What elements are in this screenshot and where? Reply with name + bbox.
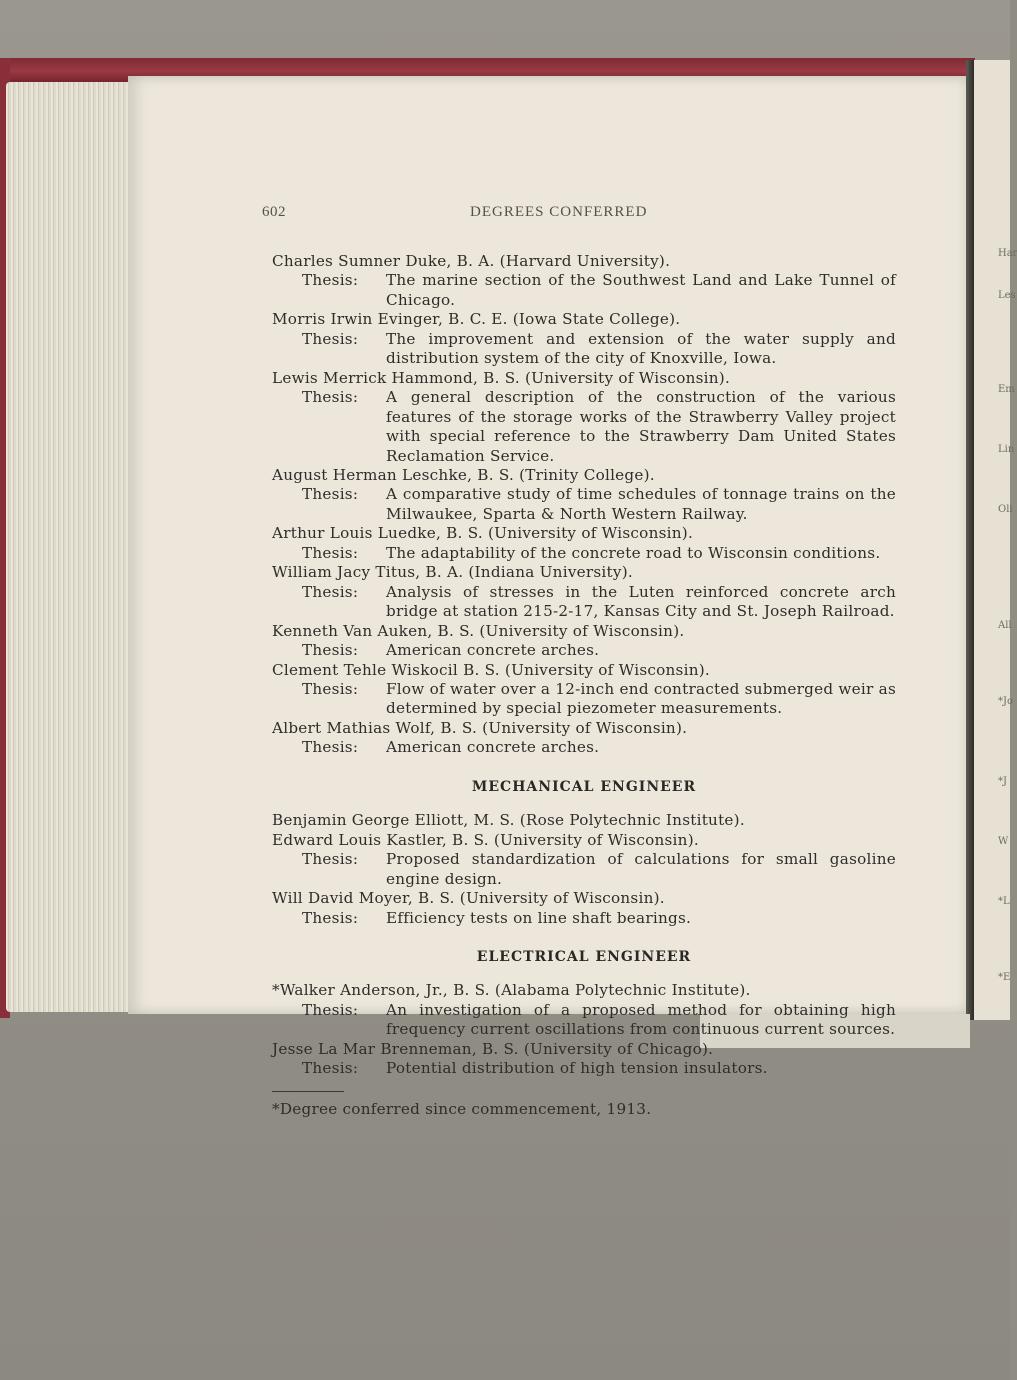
thesis-label: Thesis: (302, 679, 359, 698)
graduate-name: Clement Tehle Wiskocil B. S. (University of Wisconsin). (272, 660, 710, 679)
stacked-page-edges (6, 82, 134, 1012)
graduate-name: *Walker Anderson, Jr., B. S. (Alabama Polytechnic Institute). (272, 981, 751, 1000)
facing-page-fragment (974, 60, 1017, 1020)
facing-page-text: *L (998, 896, 1010, 907)
running-head (262, 204, 902, 226)
facing-page-text: Lin (998, 444, 1015, 455)
thesis-line (302, 388, 896, 466)
degree-entry (272, 811, 896, 830)
graduate-name: Edward Louis Kastler, B. S. (University of Wisconsin). (272, 830, 699, 849)
thesis-title: Efficiency tests on line shaft bearings. (386, 908, 692, 927)
thesis-title: The adaptability of the concrete road to Wisconsin conditions. (386, 543, 881, 562)
graduate-name: Charles Sumner Duke, B. A. (Harvard University). (272, 252, 671, 270)
book-gutter (966, 60, 974, 1020)
facing-page-text: *Jo (998, 696, 1014, 707)
facing-page-text: Les (998, 290, 1016, 301)
thesis-line (302, 1001, 896, 1040)
thesis-line (302, 583, 896, 622)
graduate-name: Benjamin George Elliott, M. S. (Rose Polytechnic Institute). (272, 811, 745, 830)
degree-entry (272, 563, 896, 621)
graduate-name: Jesse La Mar Brenneman, B. S. (University of Chicago). (272, 1039, 714, 1058)
thesis-label: Thesis: (302, 1000, 359, 1019)
degree-entry (272, 889, 896, 928)
degree-entry (272, 252, 896, 310)
page-number: 602 (262, 204, 286, 220)
graduate-name: Kenneth Van Auken, B. S. (University of Wisconsin). (272, 621, 685, 640)
thesis-label: Thesis: (302, 271, 359, 290)
facing-page-text: *J (998, 776, 1008, 787)
facing-page-text: Har (998, 248, 1017, 259)
thesis-title: Analysis of stresses in the Luten reinforced concrete arch bridge at station 215-2-17, Kansas City and St. Joseph Railroad. (386, 582, 896, 621)
page-content (272, 252, 896, 1119)
thesis-label: Thesis: (302, 329, 359, 348)
thesis-title: Proposed standardization of calculations for small gasoline engine design. (386, 850, 896, 888)
facing-page-text: Em (998, 384, 1015, 395)
thesis-line (302, 1059, 896, 1078)
degree-entry (272, 310, 896, 368)
thesis-line (302, 544, 896, 563)
thesis-line (302, 641, 896, 660)
thesis-title: Flow of water over a 12-inch end contracted submerged weir as determined by special piezometer measurements. (386, 679, 896, 718)
facing-page-text: Oli (998, 504, 1013, 515)
thesis-label: Thesis: (302, 485, 359, 504)
graduate-name: Lewis Merrick Hammond, B. S. (University of Wisconsin). (272, 368, 731, 387)
thesis-line (302, 850, 896, 889)
graduate-name: William Jacy Titus, B. A. (Indiana University). (272, 563, 633, 582)
thesis-line (302, 680, 896, 719)
degree-entry (272, 661, 896, 719)
mechanical-engineer-list (272, 811, 896, 928)
thesis-label: Thesis: (302, 908, 359, 927)
facing-page-text: *E (998, 972, 1011, 983)
thesis-label: Thesis: (302, 582, 359, 601)
graduate-name: August Herman Leschke, B. S. (Trinity College). (272, 465, 655, 484)
degree-entry (272, 981, 896, 1039)
thesis-title: American concrete arches. (386, 738, 600, 757)
graduate-name: Morris Irwin Evinger, B. C. E. (Iowa State College). (272, 310, 681, 329)
thesis-label: Thesis: (302, 641, 359, 660)
footnote: *Degree conferred since commencement, 1913. (272, 1099, 652, 1118)
thesis-title: A general description of the construction of the various features of the storage works of the Strawberry Valley project with special reference to the Strawberry Dam United States Reclamation Service. (386, 388, 896, 465)
civil-engineer-list (272, 252, 896, 758)
thesis-label: Thesis: (302, 738, 359, 757)
graduate-name: Arthur Louis Luedke, B. S. (University of Wisconsin). (272, 524, 694, 543)
footnote-rule (272, 1091, 344, 1092)
facing-page-text: W (998, 836, 1009, 847)
degree-entry (272, 622, 896, 661)
facing-page-text: All (998, 620, 1012, 631)
thesis-label: Thesis: (302, 543, 359, 562)
thesis-title: The improvement and extension of the water supply and distribution system of the city of Knoxville, Iowa. (386, 329, 896, 368)
thesis-line (302, 485, 896, 524)
degree-entry (272, 719, 896, 758)
thesis-label: Thesis: (302, 388, 359, 407)
graduate-name: Will David Moyer, B. S. (University of Wisconsin). (272, 889, 665, 908)
degree-entry (272, 524, 896, 563)
thesis-line (302, 330, 896, 369)
thesis-line (302, 909, 896, 928)
thesis-title: Potential distribution of high tension insulators. (386, 1059, 768, 1078)
thesis-title: American concrete arches. (386, 641, 600, 660)
running-title: DEGREES CONFERRED (470, 204, 648, 220)
thesis-label: Thesis: (302, 1059, 359, 1078)
section-heading-mechanical: MECHANICAL ENGINEER (471, 778, 697, 795)
electrical-engineer-list (272, 981, 896, 1078)
thesis-title: An investigation of a proposed method for obtaining high frequency current oscillations from continuous current sources. (386, 1000, 896, 1039)
degree-entry (272, 831, 896, 889)
thesis-label: Thesis: (302, 850, 359, 869)
thesis-line (302, 738, 896, 757)
thesis-line (302, 271, 896, 310)
degree-entry (272, 369, 896, 466)
degree-entry (272, 1040, 896, 1079)
graduate-name: Albert Mathias Wolf, B. S. (University of Wisconsin). (272, 718, 688, 737)
section-heading-electrical: ELECTRICAL ENGINEER (476, 948, 692, 965)
degree-entry (272, 466, 896, 524)
thesis-title: The marine section of the Southwest Land and Lake Tunnel of Chicago. (386, 271, 896, 309)
thesis-title: A comparative study of time schedules of tonnage trains on the Milwaukee, Sparta & North Western Railway. (386, 485, 896, 523)
